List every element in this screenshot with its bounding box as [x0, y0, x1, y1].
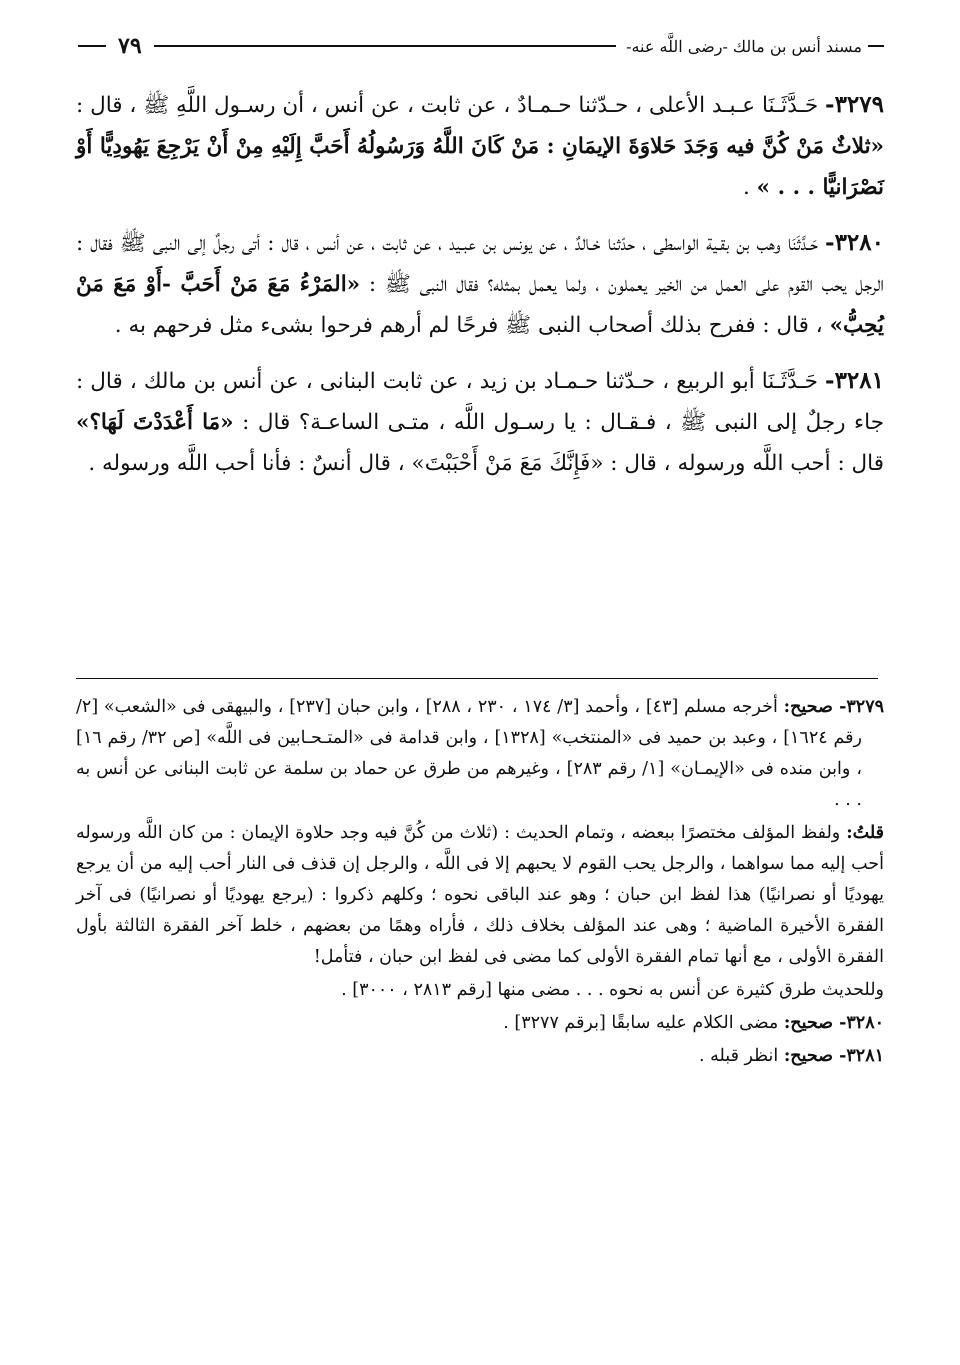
hadith-number: ٣٢٨٠-: [825, 229, 884, 256]
footnote-text: أخرجه مسلم [٤٣] ، وأحمد [٣/ ١٧٤ ، ٢٣٠ ، ٢٨٨] ، وابن حبان [٢٣٧] ، والبيهقى فى «الشعب» [٢/ رقم ١٦٢٤] ، وعبد بن حميد فى «المنتخب» [١٣٢٨] ، وابن قدامة فى «المتـحـابين فى اللَّه» [ص ٣٢/ رقم ١٦] ، وابن منده فى «الإيمـان» [١/ رقم ٢٨٣] ، وغيرهم من طرق عن حماد بن سلمة عن ثابت البنانى عن أنس به . . .: [76, 697, 862, 810]
hadith-text: .: [743, 175, 757, 200]
hadith-text: حَـدَّثَـنَا أبو الربيع ، حـدّثنا حـمـاد بن زيد ، عن ثابت البنانى ، عن أنس بن مالك ، قال : جاء رجلٌ إلى النبى ﷺ ، فـقـال : يا رسـول اللَّه ، متـى الساعـة؟ قال :: [76, 369, 884, 435]
hadith-text: حَـدَّثَـنَا عـبـد الأعلى ، حـدّثنا حـمـادٌ ، عن ثابت ، عن أنس ، أن رسـول اللَّهِ ﷺ ، قال :: [76, 93, 826, 118]
hadith-text: حَـدَّثَنَا وهب بن بقـية الواسطى ، حدّثنا خـالدٌ ، عن يونس بن عبـيد ، عن ثابت ، عن أنس ، قال : أتى رجلٌ إلى النبى ﷺ فقال : الرجل يحب القوم على العمل من الخير يعملون ، ولما يعمل بمثله؟ فقال النبى ﷺ :: [76, 231, 884, 297]
hadith-3279: [76, 84, 884, 208]
footnote-label: ٣٢٧٩- صحيح:: [783, 697, 884, 717]
page-header: [78, 28, 884, 64]
footnote-comment: [76, 818, 884, 973]
main-text: [76, 84, 884, 498]
header-rule: [154, 45, 616, 47]
hadith-3280: [76, 222, 884, 346]
page-number: ٧٩: [118, 33, 142, 59]
footnote-routes: [76, 975, 884, 1006]
header-dash: [78, 45, 106, 47]
footnote-text: ولفظ المؤلف مختصرًا ببعضه ، وتمام الحديث : (ثلاث من كُنَّ فيه وجد حلاوة الإيمان : من كان اللَّه ورسوله أحب إليه مما سواهما ، والرجل يحب القوم لا يحبهم إلا فى اللَّه ، والرجل إن قذف فى النار أحب إليه من أن يرجع يهوديًا أو نصرانيًا) هذا لفظ ابن حبان ؛ وهو عند الباقى نحوه ؛ وكلهم ذكروا : (يرجع يهوديًا أو نصرانيًا) فى آخر الفقرة الأخيرة الماضية ؛ وهى عند المؤلف بخلاف ذلك ، فأراه وهمًا من بعضهم ، خلط آخر الفقرة الثالثة بأول الفقرة الأولى ، مع أنها تمام الفقرة الأولى كما مضى فى لفظ ابن حبان ، فتأمل!: [76, 823, 884, 967]
hadith-quote: «ثلاثٌ مَنْ كُنَّ فيه وَجَدَ حَلاوَةَ الإيمَانِ : مَنْ كَانَ اللَّهُ وَرَسُولُهُ أَحَبَّ إِلَيْهِ مِنْ أَنْ يَرْجِعَ يَهُودِيًّا أَوْ نَصْرَانيًّا . . . »: [76, 134, 884, 200]
hadith-quote: «مَا أَعْدَدْتَ لَهَا؟»: [76, 410, 234, 435]
hadith-number: ٣٢٧٩-: [825, 91, 884, 118]
footnote-3281: [76, 1041, 884, 1072]
hadith-quote: «المَرْءُ مَعَ مَنْ أَحَبَّ -أَوْ مَعَ مَنْ يُحِبُّ»: [76, 272, 884, 338]
footnotes: [76, 692, 884, 1074]
footnote-separator: [76, 678, 878, 679]
footnote-text: انظر قبله .: [699, 1046, 784, 1066]
header-dash: [868, 45, 884, 47]
footnote-label: ٣٢٨١- صحيح:: [783, 1046, 884, 1066]
footnote-3279: [76, 692, 884, 816]
running-title: مسند أنس بن مالك -رضى اللَّه عنه-: [626, 36, 862, 56]
footnote-label: ٣٢٨٠- صحيح:: [783, 1013, 884, 1033]
footnote-text: مضى الكلام عليه سابقًا [برقم ٣٢٧٧] .: [503, 1013, 784, 1033]
footnote-3280: [76, 1008, 884, 1039]
hadith-text: ، قال : ففرح بذلك أصحاب النبى ﷺ فرحًا لم أرهم فرحوا بشىء مثل فرحهم به .: [114, 313, 830, 338]
hadith-3281: [76, 360, 884, 484]
hadith-text: قال : أحب اللَّه ورسوله ، قال : «فَإِنَّكَ مَعَ مَنْ أَحْبَبْتَ» ، قال أنسٌ : فأنا أحب اللَّه ورسوله .: [88, 451, 884, 476]
footnote-label: قلتُ:: [846, 823, 884, 843]
footnote-text: وللحديث طرق كثيرة عن أنس به نحوه . . . مضى منها [رقم ٢٨١٣ ، ٣٠٠٠] .: [341, 980, 884, 1000]
hadith-number: ٣٢٨١-: [825, 367, 884, 394]
